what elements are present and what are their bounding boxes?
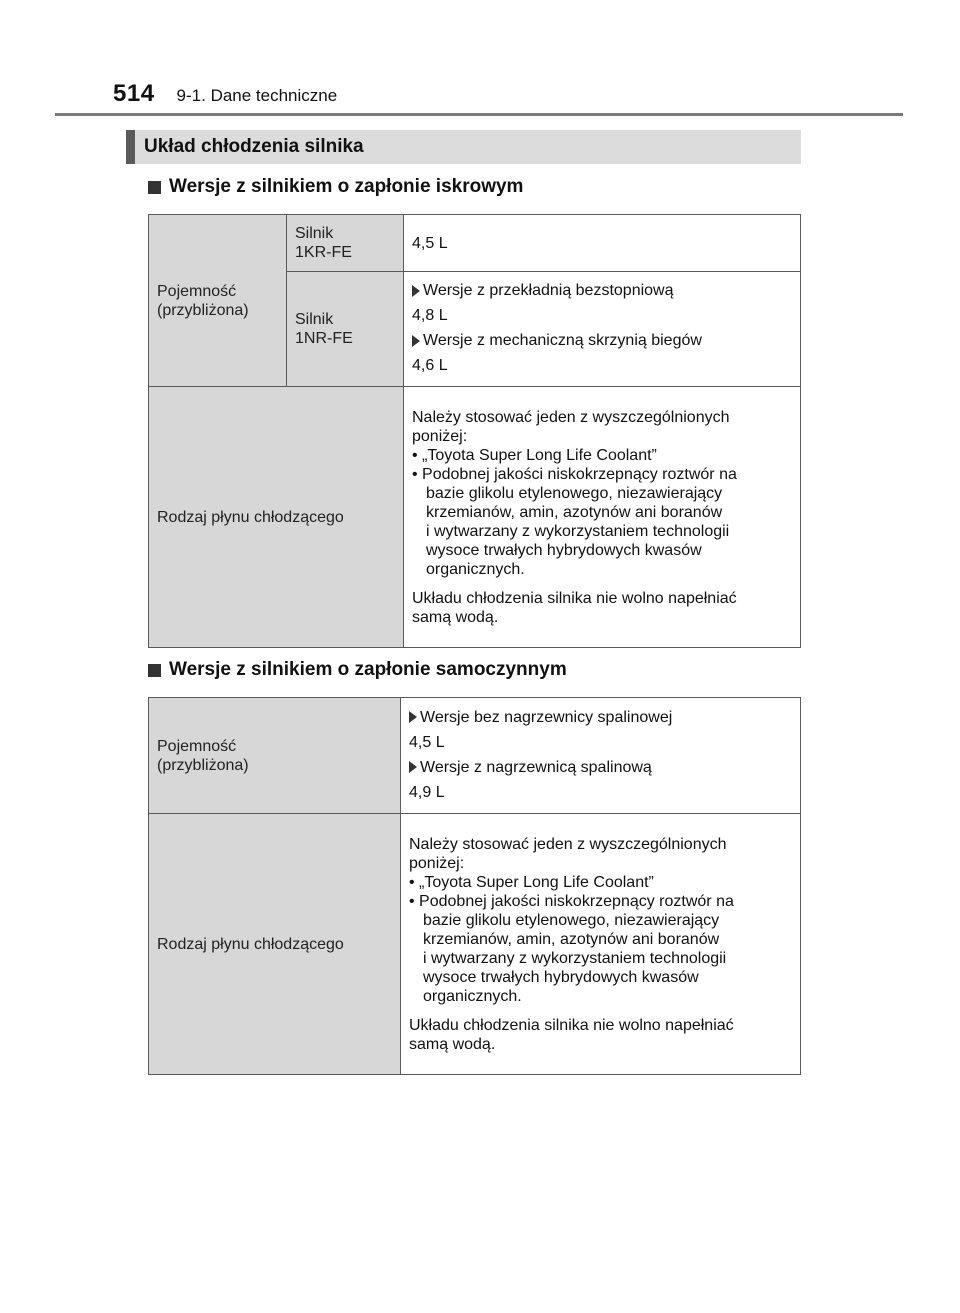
engine-label: Silnik	[295, 311, 334, 328]
capacity-value: 4,8 L	[412, 307, 448, 324]
engine-label: Silnik	[295, 225, 334, 242]
option-line	[409, 758, 792, 777]
coolant-text: Należy stosować jeden z wyszczególnionych	[409, 835, 727, 853]
capacity-label-note: (przybliżona)	[157, 301, 249, 319]
option-text: Wersje bez nagrzewnicy spalinowej	[420, 708, 673, 726]
value-cell-1kr	[404, 215, 801, 272]
table-row	[149, 215, 801, 272]
coolant-text: Należy stosować jeden z wyszczególnionych	[412, 408, 730, 426]
subheading-diesel	[148, 659, 567, 681]
capacity-value: 4,5 L	[412, 234, 448, 252]
coolant-bullet-cont: i wytwarzany z wykorzystaniem technologii	[426, 522, 730, 540]
coolant-text: poniżej:	[412, 427, 468, 445]
engine-cell-1kr	[287, 215, 404, 272]
coolant-label-cell	[149, 387, 404, 648]
capacity-label: Pojemność	[157, 737, 237, 755]
option-line	[409, 708, 792, 727]
coolant-bullet: • Podobnej jakości niskokrzepnący roztwór na	[412, 465, 737, 483]
coolant-bullet: • „Toyota Super Long Life Coolant”	[412, 446, 657, 464]
triangle-bullet-icon	[409, 711, 417, 723]
engine-code: 1KR-FE	[295, 244, 352, 261]
coolant-bullet-cont: organicznych.	[423, 987, 522, 1005]
coolant-note: samą wodą.	[409, 1035, 496, 1053]
capacity-label-note: (przybliżona)	[157, 756, 249, 774]
petrol-spec-table	[148, 214, 801, 648]
subheading-petrol-text: Wersje z silnikiem o zapłonie iskrowym	[169, 176, 524, 197]
header-rule	[55, 113, 903, 116]
coolant-label-cell	[149, 814, 401, 1075]
option-text: Wersje z nagrzewnicą spalinową	[420, 758, 652, 776]
coolant-label: Rodzaj płynu chłodzącego	[157, 508, 344, 526]
coolant-bullet-cont: wysoce trwałych hybrydowych kwasów	[426, 541, 702, 559]
section-title: Układ chłodzenia silnika	[144, 136, 364, 157]
diesel-spec-table	[148, 697, 801, 1075]
square-bullet-icon	[148, 664, 161, 677]
coolant-bullet: • Podobnej jakości niskokrzepnący roztwór na	[409, 892, 734, 910]
coolant-label: Rodzaj płynu chłodzącego	[157, 935, 344, 953]
coolant-bullet-cont: organicznych.	[426, 560, 525, 578]
capacity-label: Pojemność	[157, 282, 237, 300]
coolant-note: samą wodą.	[412, 608, 499, 626]
triangle-bullet-icon	[412, 335, 420, 347]
coolant-value-cell	[401, 814, 801, 1075]
engine-cell-1nr	[287, 272, 404, 387]
banner-accent-bar	[126, 130, 135, 164]
option-line	[412, 331, 792, 350]
option-text: Wersje z mechaniczną skrzynią biegów	[423, 332, 702, 349]
option-line	[412, 281, 792, 300]
coolant-value-cell	[404, 387, 801, 648]
coolant-bullet: • „Toyota Super Long Life Coolant”	[409, 873, 654, 891]
coolant-note: Układu chłodzenia silnika nie wolno napełniać	[412, 589, 737, 607]
value-cell-1nr	[404, 272, 801, 387]
coolant-bullet-cont: wysoce trwałych hybrydowych kwasów	[423, 968, 699, 986]
triangle-bullet-icon	[409, 761, 417, 773]
coolant-bullet-cont: bazie glikolu etylenowego, niezawierający	[426, 484, 723, 502]
subheading-petrol	[148, 176, 523, 198]
capacity-value: 4,5 L	[409, 733, 445, 751]
page-header	[113, 80, 337, 112]
capacity-label-cell	[149, 215, 287, 387]
coolant-text: poniżej:	[409, 854, 465, 872]
capacity-label-cell	[149, 698, 401, 814]
option-text: Wersje z przekładnią bezstopniową	[423, 282, 674, 299]
chapter-title: 9-1. Dane techniczne	[176, 86, 338, 105]
coolant-bullet-cont: krzemianów, amin, azotynów ani boranów	[426, 503, 723, 521]
page-number: 514	[113, 80, 155, 107]
coolant-bullet-cont: i wytwarzany z wykorzystaniem technologii	[423, 949, 727, 967]
capacity-value: 4,6 L	[412, 357, 448, 374]
table-row	[149, 387, 801, 648]
capacity-value-cell	[401, 698, 801, 814]
table-row	[149, 698, 801, 814]
capacity-value: 4,9 L	[409, 783, 445, 801]
table-row	[149, 814, 801, 1075]
coolant-note: Układu chłodzenia silnika nie wolno napełniać	[409, 1016, 734, 1034]
engine-code: 1NR-FE	[295, 330, 353, 347]
coolant-bullet-cont: bazie glikolu etylenowego, niezawierający	[423, 911, 720, 929]
section-banner	[126, 130, 801, 164]
coolant-bullet-cont: krzemianów, amin, azotynów ani boranów	[423, 930, 720, 948]
triangle-bullet-icon	[412, 285, 420, 297]
subheading-diesel-text: Wersje z silnikiem o zapłonie samoczynnym	[169, 659, 567, 680]
square-bullet-icon	[148, 181, 161, 194]
